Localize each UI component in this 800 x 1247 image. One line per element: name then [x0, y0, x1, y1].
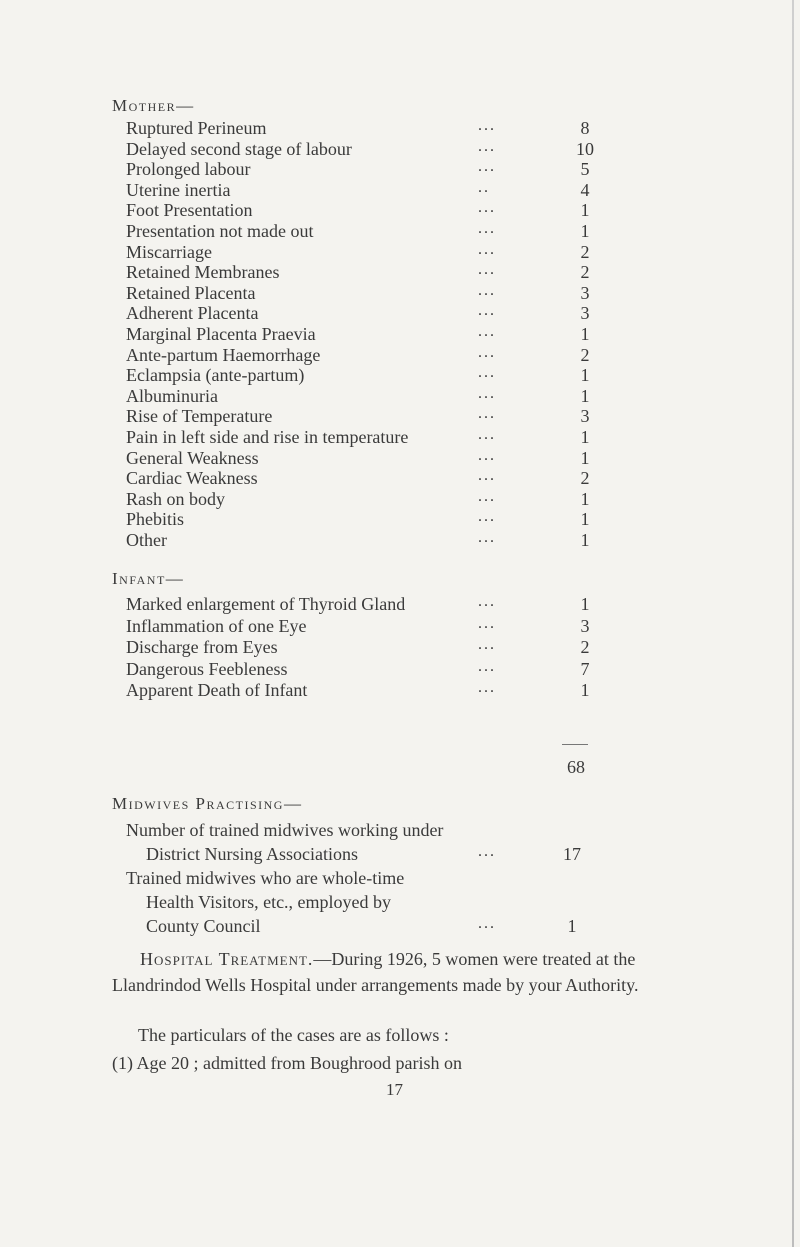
row-label: Eclampsia (ante-partum) [126, 365, 305, 386]
row-leader-dots: ... [478, 137, 496, 155]
row-value: 2 [580, 344, 590, 365]
row-label: Uterine inertia [126, 179, 231, 200]
particulars-line: The particulars of the cases are as follows : [138, 1025, 449, 1045]
row-label: Pain in left side and rise in temperature [126, 427, 409, 447]
row-label: Miscarriage [126, 241, 212, 262]
infant-total: 68 [567, 757, 585, 777]
row-label: Foot Presentation [126, 200, 253, 221]
row-label: Dangerous Feebleness [126, 658, 288, 679]
row-label: General Weakness [126, 447, 259, 468]
wholetime-midwives-line1: Trained midwives who are whole-time [126, 868, 405, 888]
row-value: 1 [580, 221, 590, 241]
row-leader-dots: ... [478, 281, 496, 299]
row-value: 2 [580, 241, 590, 262]
table-row [126, 614, 606, 638]
table-row [126, 678, 606, 702]
row-leader-dots: ... [478, 199, 496, 217]
row-leader-dots: ... [478, 240, 496, 258]
row-value: 1 [580, 530, 590, 550]
table-row [126, 657, 606, 681]
row-value: 3 [580, 406, 590, 427]
row-value: 1 [580, 324, 590, 344]
trained-midwives-dots: ... [478, 843, 496, 860]
row-leader-dots: ... [478, 384, 496, 402]
row-label: Prolonged labour [126, 159, 251, 180]
row-label: Phebitis [126, 509, 185, 530]
row-value: 1 [580, 365, 590, 386]
wholetime-midwives-line2: Health Visitors, etc., employed by [146, 892, 392, 912]
row-label: Retained Placenta [126, 282, 256, 303]
row-value: 3 [580, 282, 590, 303]
row-value: 4 [580, 179, 590, 200]
row-leader-dots: ... [478, 343, 496, 361]
infant-heading: Infant— [112, 569, 185, 588]
row-label: Apparent Death of Infant [126, 680, 308, 700]
hospital-treatment-text: —During 1926, 5 women were treated at the Llandrindod Wells Hospital under arrangements made by your Authority. [112, 949, 639, 995]
row-leader-dots: ... [478, 117, 496, 134]
mother-heading: Mother— [112, 96, 195, 115]
wholetime-midwives-dots: ... [478, 915, 496, 932]
row-leader-dots: ... [478, 657, 496, 675]
row-value: 2 [580, 468, 590, 489]
row-value: 3 [580, 303, 590, 324]
row-leader-dots: ... [478, 323, 496, 340]
table-row [126, 592, 606, 616]
row-value: 1 [580, 680, 590, 700]
row-leader-dots: ... [478, 508, 496, 526]
table-row [126, 528, 606, 552]
hospital-treatment-heading: Hospital Treatment. [140, 949, 314, 969]
row-leader-dots: ... [478, 446, 496, 464]
row-leader-dots: ... [478, 467, 496, 485]
row-label: Cardiac Weakness [126, 468, 258, 489]
wholetime-midwives-value: 1 [567, 916, 577, 936]
row-leader-dots: ... [478, 302, 496, 320]
row-value: 10 [576, 138, 594, 159]
row-leader-dots: ... [478, 614, 496, 632]
total-rule [562, 744, 588, 745]
row-label: Retained Membranes [126, 262, 280, 283]
row-value: 3 [580, 615, 590, 636]
midwives-heading: Midwives Practising— [112, 794, 303, 813]
row-value: 2 [580, 637, 590, 657]
page-edge [792, 0, 794, 1247]
row-leader-dots: ... [478, 261, 496, 279]
row-leader-dots: ... [478, 679, 496, 696]
row-leader-dots: ... [478, 593, 496, 610]
case-1-line: (1) Age 20 ; admitted from Boughrood parish on [112, 1053, 462, 1073]
row-label: Discharge from Eyes [126, 637, 278, 657]
row-leader-dots: ... [478, 487, 496, 505]
row-label: Marginal Placenta Praevia [126, 324, 316, 344]
row-value: 5 [580, 159, 590, 180]
row-label: Rise of Temperature [126, 406, 273, 427]
row-label: Other [126, 530, 167, 550]
row-leader-dots: ... [478, 405, 496, 423]
row-leader-dots: ... [478, 426, 496, 443]
row-value: 1 [580, 385, 590, 406]
row-label: Ruptured Perineum [126, 118, 267, 138]
row-label: Albuminuria [126, 385, 218, 406]
row-value: 1 [580, 488, 590, 509]
row-value: 8 [580, 118, 590, 138]
row-leader-dots: ... [478, 529, 496, 546]
row-label: Inflammation of one Eye [126, 615, 307, 636]
row-label: Rash on body [126, 488, 225, 509]
row-label: Delayed second stage of labour [126, 138, 352, 159]
row-label: Presentation not made out [126, 221, 314, 241]
row-label: Ante-partum Haemorrhage [126, 344, 321, 365]
row-leader-dots: ... [478, 158, 496, 176]
trained-midwives-line2: District Nursing Associations [146, 844, 358, 864]
row-value: 2 [580, 262, 590, 283]
row-label: Marked enlargement of Thyroid Gland [126, 594, 406, 614]
row-leader-dots: ... [478, 364, 496, 382]
page-number: 17 [386, 1080, 403, 1099]
row-value: 1 [580, 427, 590, 447]
row-value: 1 [580, 594, 590, 614]
row-label: Adherent Placenta [126, 303, 259, 324]
row-value: 1 [580, 447, 590, 468]
row-value: 7 [580, 658, 590, 679]
hospital-treatment-paragraph [112, 946, 692, 998]
row-leader-dots: ... [478, 636, 496, 653]
trained-midwives-value: 17 [563, 844, 581, 864]
wholetime-midwives-line3: County Council [146, 916, 261, 936]
trained-midwives-line1: Number of trained midwives working under [126, 820, 444, 840]
row-leader-dots: ... [478, 220, 496, 237]
table-row [126, 635, 606, 659]
row-value: 1 [580, 509, 590, 530]
row-leader-dots: .. [478, 178, 490, 196]
row-value: 1 [580, 200, 590, 221]
